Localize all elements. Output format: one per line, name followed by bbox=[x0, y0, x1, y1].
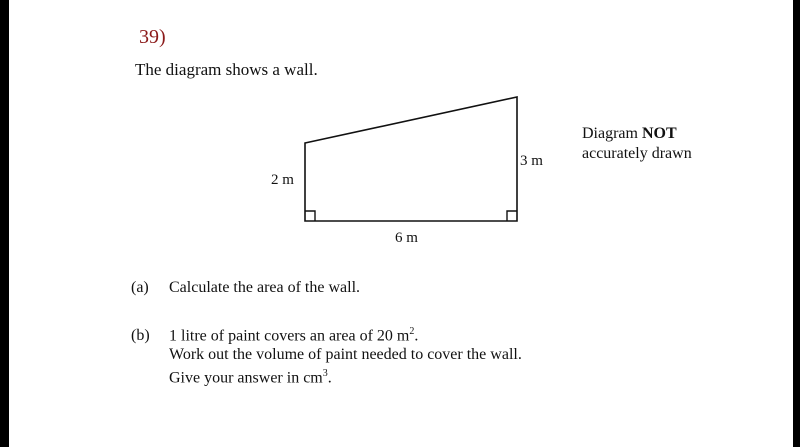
note-not: NOT bbox=[641, 125, 677, 142]
bottom-side-label: 6 m bbox=[395, 230, 418, 246]
part-b-line1: 1 litre of paint covers an area of 20 m bbox=[169, 327, 410, 345]
question-number: 39) bbox=[139, 26, 166, 48]
part-b-line3-sup: 3 bbox=[322, 368, 328, 380]
diagram-note bbox=[582, 124, 692, 164]
right-angle-marker-right bbox=[507, 211, 517, 221]
part-a bbox=[131, 279, 360, 297]
part-a-label: (a) bbox=[131, 279, 149, 296]
part-b-line1-end: . bbox=[414, 327, 419, 345]
part-b-line3-end: . bbox=[327, 369, 332, 387]
note-line2: accurately drawn bbox=[582, 145, 692, 162]
part-b-line3: Give your answer in cm bbox=[169, 369, 323, 387]
part-b-label: (b) bbox=[131, 327, 150, 345]
part-b-line1-sup: 2 bbox=[409, 326, 415, 337]
part-b bbox=[131, 322, 522, 388]
part-a-text: Calculate the area of the wall. bbox=[169, 279, 361, 296]
left-side-label: 2 m bbox=[271, 172, 294, 188]
note-prefix: Diagram bbox=[582, 125, 642, 142]
right-angle-marker-left bbox=[305, 211, 315, 221]
question-intro: The diagram shows a wall. bbox=[135, 60, 318, 79]
right-side-label: 3 m bbox=[520, 153, 543, 169]
wall-shape bbox=[305, 97, 517, 221]
worksheet-page bbox=[9, 0, 793, 447]
part-b-line2: Work out the volume of paint needed to cover the wall. bbox=[169, 346, 522, 364]
